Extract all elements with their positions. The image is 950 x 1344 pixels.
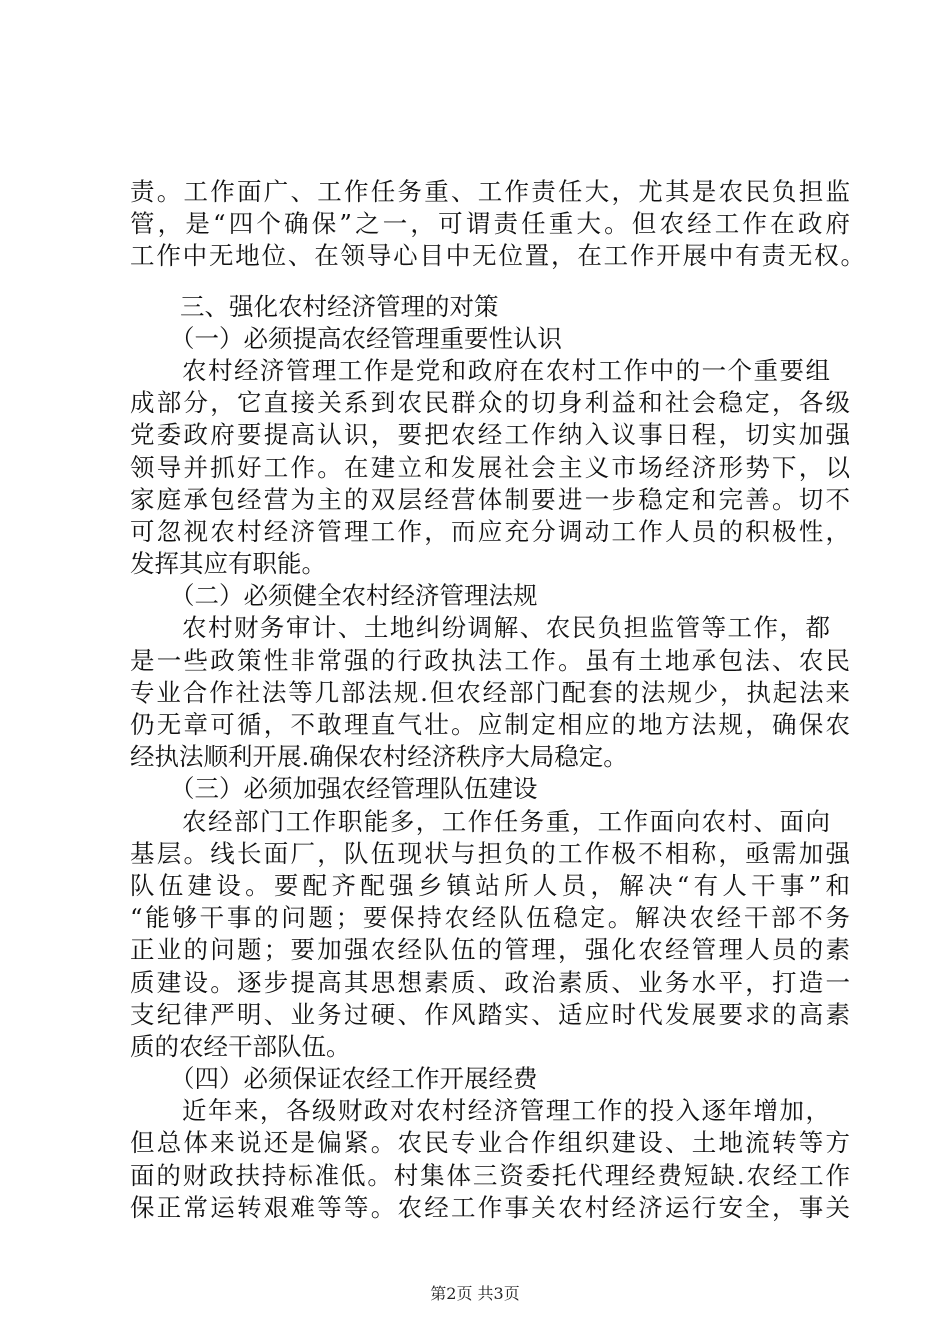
text-line: 但总体来说还是偏紧。农民专业合作组织建设、土地流转等方 [130,1128,850,1158]
text-line: 可忽视农村经济管理工作，而应充分调动工作人员的积极性， [130,516,850,546]
text-line: “能够干事的问题；要保持农经队伍稳定。解决农经干部不务 [130,903,850,933]
text-line: 党委政府要提高认识，要把农经工作纳入议事日程，切实加强 [130,420,850,450]
text-line: 家庭承包经营为主的双层经营体制要进一步稳定和完善。切不 [130,484,850,514]
text-line: 支纪律严明、业务过硬、作风踏实、适应时代发展要求的高素 [130,999,850,1029]
subsection-heading: （二）必须健全农村经济管理法规 [170,581,538,611]
text-line: 农经部门工作职能多，工作任务重，工作面向农村、面向 [182,806,830,836]
subsection-heading: （三）必须加强农经管理队伍建设 [170,774,538,804]
text-line: 仍无章可循，不敢理直气壮。应制定相应的地方法规，确保农 [130,710,850,739]
text-line: 面的财政扶持标准低。村集体三资委托代理经费短缺.农经工作 [130,1160,850,1190]
document-body [130,176,865,1224]
text-line: 农村经济管理工作是党和政府在农村工作中的一个重要组 [182,355,830,385]
text-line: 农村财务审计、土地纠纷调解、农民负担监管等工作，都 [182,613,830,643]
text-line: 领导并抓好工作。在建立和发展社会主义市场经济形势下，以 [130,452,850,482]
page-number-footer: 第2页 共3页 [430,1284,520,1303]
text-line: 正业的问题；要加强农经队伍的管理，强化农经管理人员的素 [130,935,850,965]
text-line: 近年来，各级财政对农村经济管理工作的投入逐年增加， [182,1096,830,1126]
section-heading: 三、强化农村经济管理的对策 [180,291,499,321]
text-line: 工作中无地位、在领导心目中无位置，在工作开展中有责无权。 [130,241,865,271]
text-line: 成部分，它直接关系到农民群众的切身利益和社会稳定，各级 [130,388,850,418]
text-line: 队伍建设。要配齐配强乡镇站所人员，解决“有人干事”和 [130,870,850,900]
text-line: 管，是“四个确保”之一，可谓责任重大。但农经工作在政府 [130,209,850,239]
text-line: 保正常运转艰难等等。农经工作事关农村经济运行安全，事关 [130,1192,850,1222]
text-line: 责。工作面广、工作任务重、工作责任大，尤其是农民负担监 [130,177,850,206]
text-line: 质建设。逐步提高其思想素质、政治素质、业务水平，打造一 [130,967,850,997]
text-line: 发挥其应有职能。 [130,549,326,579]
subsection-heading: （一）必须提高农经管理重要性认识 [170,323,562,353]
text-line: 专业合作社法等几部法规.但农经部门配套的法规少，执起法来 [130,677,850,707]
subsection-heading: （四）必须保证农经工作开展经费 [170,1064,538,1094]
text-line: 经执法顺利开展.确保农村经济秩序大局稳定。 [130,742,628,772]
text-line: 基层。线长面厂，队伍现状与担负的工作极不相称，亟需加强 [130,838,850,868]
text-line: 是一些政策性非常强的行政执法工作。虽有土地承包法、农民 [130,645,850,675]
text-line: 质的农经干部队伍。 [130,1031,351,1061]
